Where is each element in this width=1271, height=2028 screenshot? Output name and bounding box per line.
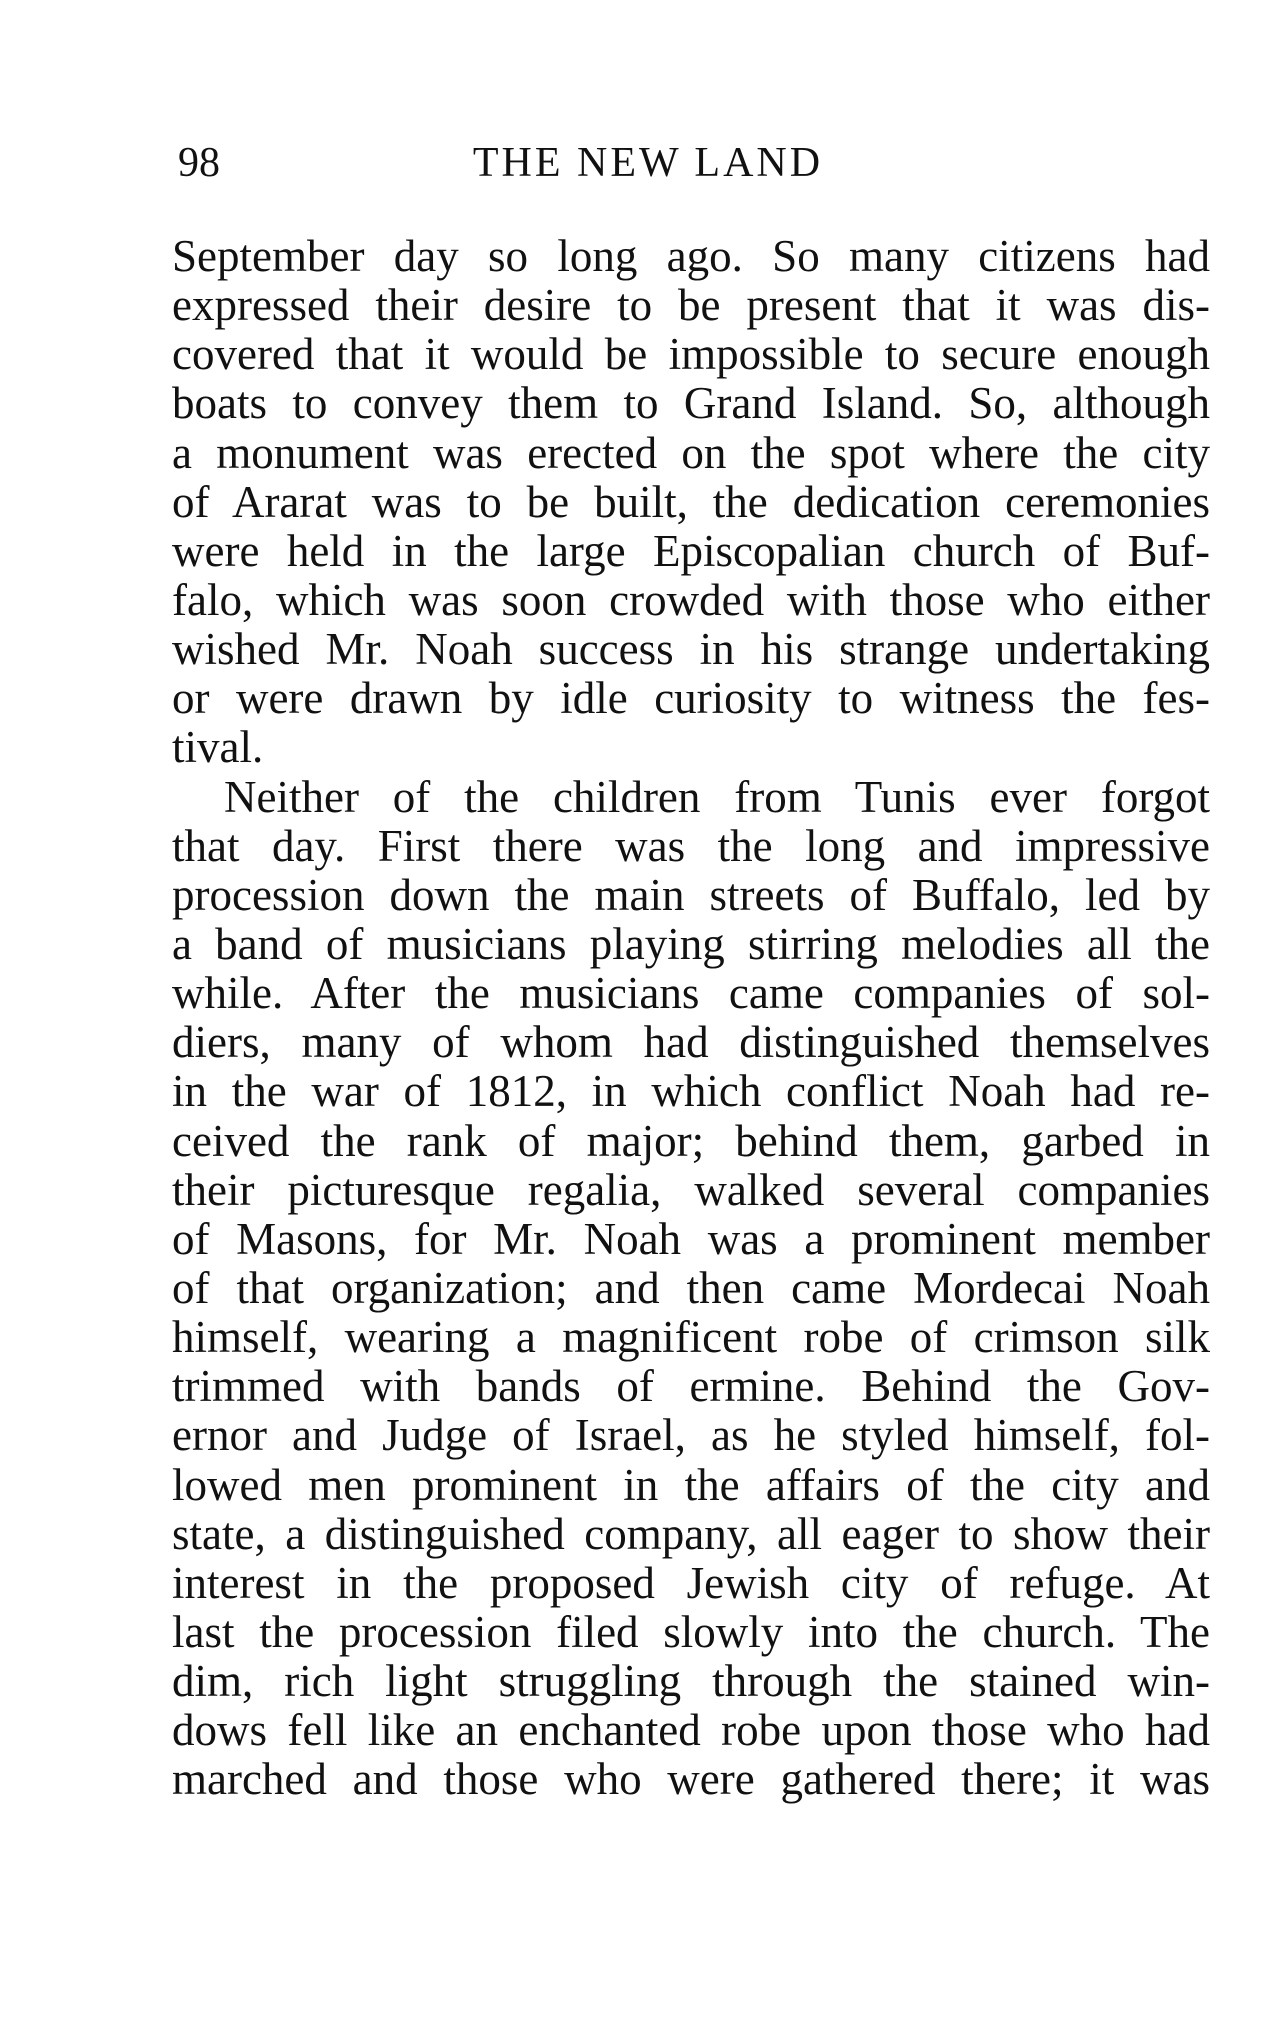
text-line: state, a distinguished company, all eager to show their bbox=[172, 1508, 1210, 1559]
text-line: boats to convey them to Grand Island. So, although bbox=[172, 378, 1210, 429]
text-line: interest in the proposed Jewish city of refuge. At bbox=[172, 1557, 1210, 1608]
text-line: last the procession filed slowly into the church. The bbox=[172, 1606, 1210, 1657]
text-line: lowed men prominent in the affairs of the city and bbox=[172, 1459, 1210, 1510]
text-line: marched and those who were gathered there; it was bbox=[172, 1754, 1210, 1805]
text-line: of Masons, for Mr. Noah was a prominent member bbox=[172, 1213, 1210, 1264]
text-line: a band of musicians playing stirring melodies all the bbox=[172, 918, 1210, 969]
text-line: in the war of 1812, in which conflict Noah had re- bbox=[172, 1066, 1210, 1117]
text-line: while. After the musicians came companies of sol- bbox=[172, 968, 1210, 1019]
text-line: or were drawn by idle curiosity to witness the fes- bbox=[172, 673, 1210, 724]
running-head bbox=[178, 138, 1208, 188]
text-line: procession down the main streets of Buffalo, led by bbox=[172, 869, 1210, 920]
page-number: 98 bbox=[178, 140, 220, 186]
text-line: himself, wearing a magnificent robe of crimson silk bbox=[172, 1312, 1210, 1363]
body-text bbox=[172, 232, 1210, 1805]
text-line: trimmed with bands of ermine. Behind the Gov- bbox=[172, 1361, 1210, 1412]
text-line: wished Mr. Noah success in his strange undertaking bbox=[172, 624, 1210, 675]
text-line: September day so long ago. So many citizens had bbox=[172, 231, 1210, 281]
text-line: falo, which was soon crowded with those who either bbox=[172, 574, 1210, 625]
text-line: diers, many of whom had distinguished themselves bbox=[172, 1017, 1210, 1068]
text-line: their picturesque regalia, walked several companies bbox=[172, 1164, 1210, 1215]
text-line: covered that it would be impossible to secure enough bbox=[172, 329, 1210, 380]
text-line: of Ararat was to be built, the dedication ceremonies bbox=[172, 476, 1210, 527]
text-line: ernor and Judge of Israel, as he styled himself, fol- bbox=[172, 1410, 1210, 1461]
text-line: Neither of the children from Tunis ever forgot bbox=[224, 771, 1210, 822]
text-line: dim, rich light struggling through the stained win- bbox=[172, 1656, 1210, 1707]
running-title: THE NEW LAND bbox=[472, 140, 824, 186]
text-line: dows fell like an enchanted robe upon those who had bbox=[172, 1705, 1210, 1756]
text-line: tival. bbox=[172, 722, 264, 773]
text-line: ceived the rank of major; behind them, garbed in bbox=[172, 1115, 1210, 1166]
text-line: expressed their desire to be present that it was dis- bbox=[172, 280, 1210, 331]
text-line: of that organization; and then came Mordecai Noah bbox=[172, 1262, 1210, 1313]
text-line: a monument was erected on the spot where the city bbox=[172, 427, 1210, 478]
text-line: that day. First there was the long and impressive bbox=[172, 820, 1210, 871]
text-line: were held in the large Episcopalian church of Buf- bbox=[172, 525, 1210, 576]
